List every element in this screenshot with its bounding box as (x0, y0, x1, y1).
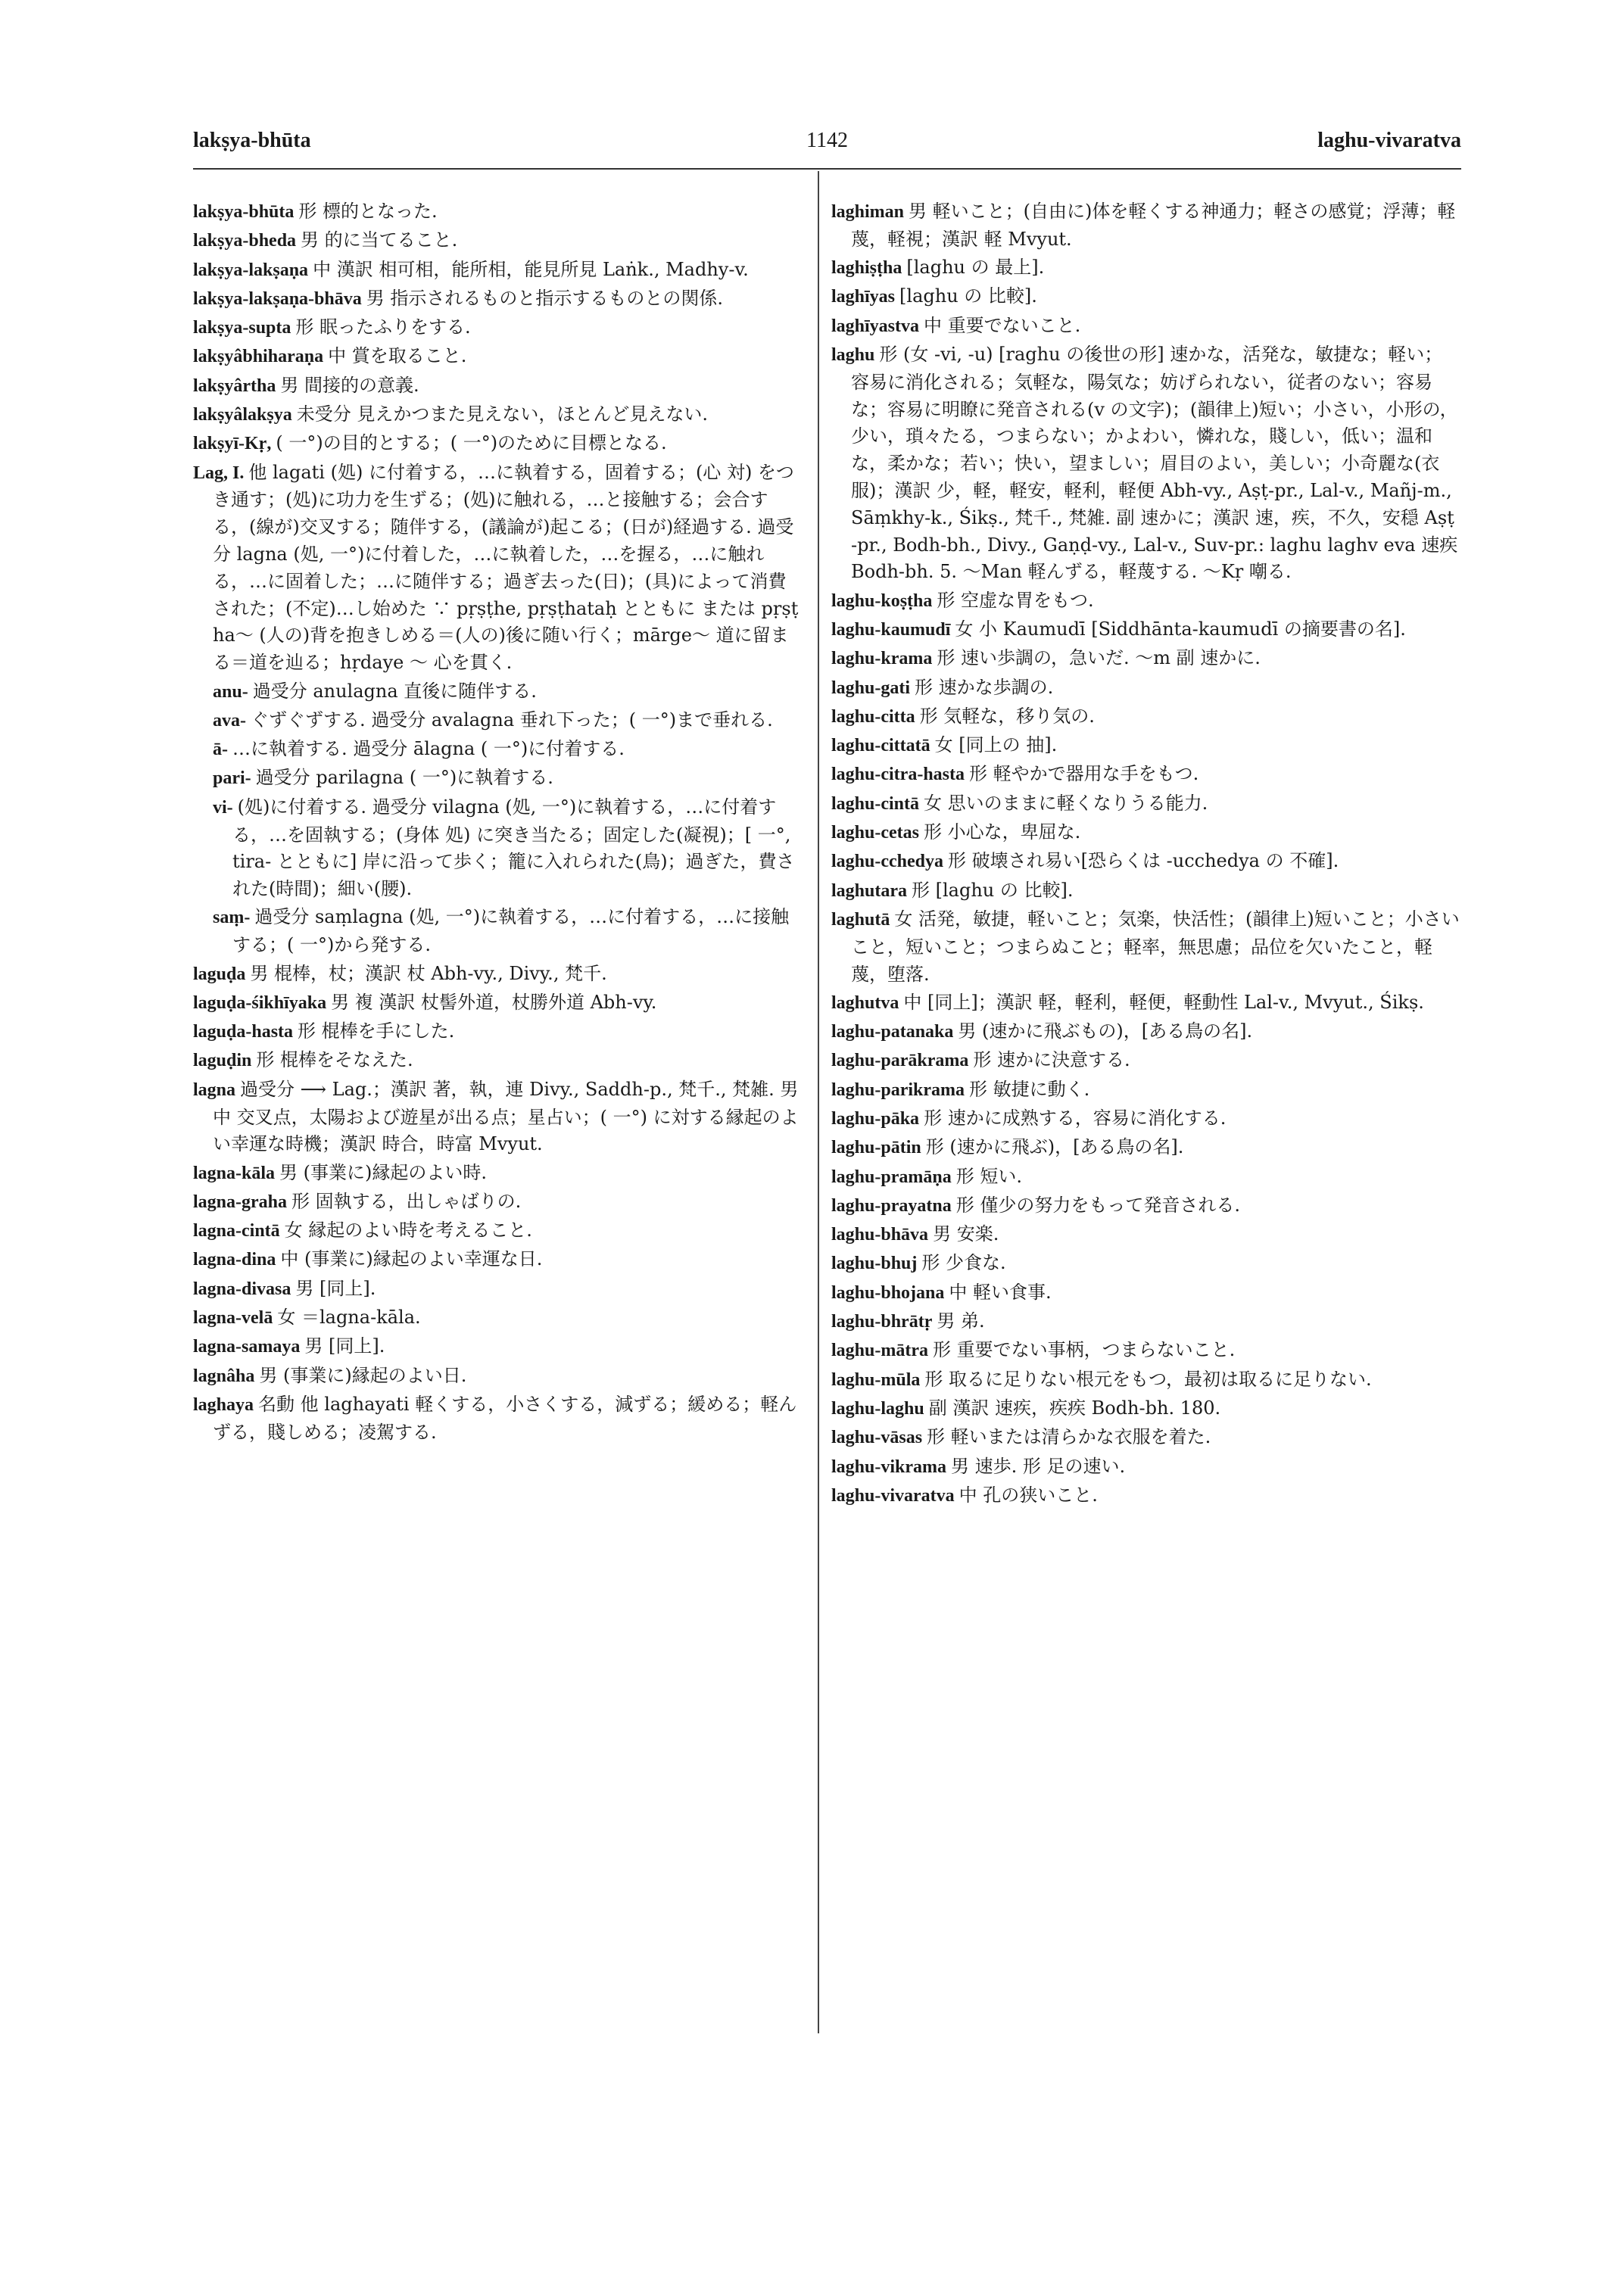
definition: 形 棍棒をそなえた. (256, 1049, 413, 1071)
definition: [laghu の 最上]. (906, 257, 1045, 279)
dictionary-entry (831, 1366, 1460, 1394)
dictionary-entry (831, 1018, 1460, 1046)
dictionary-entry (831, 675, 1460, 703)
headword: laghu-vivaratva (831, 1485, 955, 1506)
definition: 女 [同上の 抽]. (934, 734, 1058, 756)
headword: lagna-cintā (193, 1221, 280, 1242)
dictionary-entry (193, 314, 803, 342)
dictionary-entry (831, 848, 1460, 876)
headword: laghu-parikrama (831, 1080, 965, 1100)
dictionary-entry (193, 430, 803, 458)
page-header (193, 129, 1461, 167)
definition: 男 (事業に)縁起のよい時. (279, 1161, 488, 1183)
dictionary-entry (193, 343, 803, 371)
dictionary-entry (831, 761, 1460, 789)
definition: 形 標的となった. (298, 201, 438, 222)
definition: 女 ＝lagna-kāla. (277, 1307, 421, 1329)
headword: laghu-mūla (831, 1369, 921, 1390)
dictionary-entry (193, 1160, 803, 1188)
headword: lakṣya-lakṣaṇa (193, 260, 309, 280)
dictionary-entry (831, 906, 1460, 988)
definition: 男 [同上]. (304, 1335, 385, 1357)
definition: 男 (事業に)縁起のよい日. (259, 1364, 467, 1386)
dictionary-entry (831, 313, 1460, 341)
sub-entry (193, 765, 803, 793)
definition: 男 速歩. 形 足の速い. (951, 1455, 1126, 1477)
headword: laghu-mātra (831, 1341, 928, 1361)
definition: 女 縁起のよい時を考えること. (284, 1220, 532, 1242)
dictionary-entry (831, 1424, 1460, 1452)
dictionary-entry (193, 1076, 803, 1158)
dictionary-entry (831, 341, 1460, 586)
definition: 中 軽い食事. (949, 1281, 1052, 1303)
dictionary-entry (193, 989, 803, 1017)
headword: lagna-samaya (193, 1337, 301, 1357)
definition: 中 (事業に)縁起のよい幸運な日. (280, 1248, 543, 1270)
dictionary-entry (193, 1018, 803, 1046)
headword: laghu-cintā (831, 793, 920, 814)
dictionary-entry (831, 1482, 1460, 1510)
headword: laghu-pāka (831, 1109, 920, 1129)
definition: 形 僅少の努力をもって発音される. (955, 1194, 1240, 1216)
sub-entry (193, 904, 803, 959)
headword: laghu-bhrātṛ (831, 1312, 933, 1332)
definition: 他 lagati (処) に付着する，…に執着する，固着する；(心 対) をつき通す；(処)に功力を生ずる；(処)に触れる，…と接触する；会合する，(線が)交叉する；随伴する，(議論が)起こる；(日が)経過する. 過受分 lagna (処, 一°)に付着した，…に執着した，…を握る，…に触れる，…に固着した；…に随伴する；過ぎ去った(日)；(具)によって消費された；(不定)…し始めた ∵ pṛṣṭhe, pṛṣṭhataḥ とともに または pṛṣṭha～ (人の)背を抱きしめる＝(人の)後に随い行く；mārge～ 道に留まる＝道を辿る；hṛdaye ～ 心を貫く. (213, 461, 799, 674)
definition: 過受分 anulagna 直後に随伴する. (252, 680, 537, 702)
definition: 中 漢訳 相可相，能所相，能見所見 Laṅk., Madhy-v. (313, 258, 749, 280)
definition: 形 眠ったふりをする. (295, 316, 471, 338)
definition: 過受分 ⟶ Lag.；漢訳 著，執，連 Divy., Saddh-p., 梵千., 梵雑. 男 中 交叉点，太陽および遊星が出る点；星占い；( 一°) に対する縁起のよい幸運な時機；漢訳 時合，時富 Mvyut. (213, 1078, 799, 1155)
definition: 女 小 Kaumudī [Siddhānta-kaumudī の摘要書の名]. (955, 618, 1406, 640)
dictionary-entry (831, 1047, 1460, 1075)
headword: laghu-kaumudī (831, 619, 951, 640)
dictionary-entry (831, 1279, 1460, 1307)
definition: 中 孔の狭いこと. (959, 1484, 1098, 1506)
definition: 過受分 saṃlagna (処, 一°)に執着する，…に付着する，…に接触する；( 一°)から発する. (232, 906, 790, 956)
definition: 形 速かに成熟する，容易に消化する. (924, 1108, 1227, 1129)
dictionary-entry (831, 645, 1460, 673)
headword: laghu-krama (831, 649, 933, 669)
dictionary-entry (831, 989, 1460, 1017)
definition: 形 重要でない事柄，つまらないこと. (933, 1339, 1236, 1361)
headword: laguḍa-hasta (193, 1022, 294, 1042)
headword: Lag, I. (193, 463, 245, 483)
dictionary-entry (193, 961, 803, 989)
dictionary-entry (193, 372, 803, 400)
definition: 副 漢訳 速疾，疾疾 Bodh-bh. 180. (928, 1397, 1221, 1419)
headword: pari- (213, 768, 251, 789)
definition: 形 軽やかで器用な手をもつ. (969, 763, 1199, 785)
dictionary-entry (831, 1192, 1460, 1220)
dictionary-entry (193, 1304, 803, 1332)
headword: laguḍa-śikhīyaka (193, 992, 327, 1013)
dictionary-entry (193, 1333, 803, 1361)
definition: …に執着する. 過受分 ālagna ( 一°)に付着する. (232, 738, 625, 760)
definition: 男 的に当てること. (301, 229, 458, 251)
headword: laguḍa (193, 964, 246, 984)
definition: 過受分 parilagna ( 一°)に執着する. (255, 767, 553, 789)
headword: laghu-cittatā (831, 736, 930, 756)
dictionary-entry (831, 283, 1460, 311)
definition: 男 弟. (937, 1310, 985, 1332)
headword: laghu-citta (831, 706, 915, 727)
dictionary-entry (831, 1308, 1460, 1336)
definition: 形 [laghu の 比較]. (912, 879, 1074, 901)
headword: laghu-cetas (831, 823, 919, 843)
dictionary-entry (831, 616, 1460, 644)
definition: 形 短い. (955, 1165, 1022, 1187)
definition: 男 複 漢訳 杖髻外道，杖勝外道 Abh-vy. (331, 991, 657, 1013)
headword: lagna-velā (193, 1308, 273, 1329)
dictionary-entry (193, 227, 803, 255)
definition: 形 敏捷に動く. (969, 1078, 1090, 1100)
definition: 形 速かに決意する. (973, 1049, 1130, 1071)
definition: 形 取るに足りない根元をもつ，最初は取るに足りない. (924, 1368, 1372, 1390)
headword: laghaya (193, 1394, 254, 1415)
definition: 形 少食な. (921, 1252, 1006, 1274)
dictionary-entry (193, 1246, 803, 1274)
headword: laghu-bhojana (831, 1282, 945, 1303)
dictionary-entry (831, 703, 1460, 731)
headword: laghu (831, 344, 875, 365)
dictionary-entry (831, 877, 1460, 905)
definition: 形 軽いまたは清らかな衣服を着た. (927, 1426, 1211, 1448)
dictionary-entry (831, 198, 1460, 254)
headword: laguḍin (193, 1051, 252, 1071)
dictionary-entry (831, 1134, 1460, 1162)
headword: lakṣyâbhiharaṇa (193, 347, 324, 367)
dictionary-entry (193, 1276, 803, 1304)
running-head-right: laghu-vivaratva (1317, 129, 1461, 152)
headword: laghiman (831, 202, 905, 222)
dictionary-entry (831, 1250, 1460, 1278)
definition: 形 気軽な，移り気の. (919, 705, 1095, 727)
sub-entry (193, 736, 803, 764)
definition: 中 賞を取ること. (328, 345, 467, 367)
dictionary-entry (193, 401, 803, 429)
dictionary-entry (193, 257, 803, 285)
headword: laghutva (831, 992, 899, 1013)
headword: laghutā (831, 909, 890, 930)
headword: saṃ- (213, 908, 251, 928)
dictionary-entry (831, 1453, 1460, 1481)
definition: 男 軽いこと；(自由に)体を軽くする神通力；軽さの感覚；浮薄；軽蔑，軽視；漢訳 軽 Mvyut. (851, 201, 1456, 250)
headword: lakṣya-bheda (193, 231, 297, 251)
dictionary-entry (831, 1395, 1460, 1423)
headword: lakṣyârtha (193, 375, 276, 396)
headword: laghu-parākrama (831, 1051, 969, 1071)
dictionary-entry (193, 1047, 803, 1075)
definition: 形 棍棒を手にした. (298, 1020, 455, 1042)
headword: laghu-koṣṭha (831, 590, 933, 611)
headword: laghu-pātin (831, 1138, 921, 1158)
headword: lagna-graha (193, 1192, 288, 1212)
headword: lakṣya-bhūta (193, 202, 295, 222)
headword: laghu-gati (831, 678, 911, 698)
right-column (831, 198, 1460, 1511)
headword: lagna-dina (193, 1250, 276, 1270)
headword: lakṣya-supta (193, 318, 291, 338)
headword: lagna (193, 1080, 236, 1100)
headword: laghīyastva (831, 316, 920, 336)
definition: 未受分 見えかつまた見えない，ほとんど見えない. (296, 403, 708, 425)
dictionary-entry (193, 1363, 803, 1391)
definition: 形 (速かに飛ぶ)，[ある鳥の名]. (925, 1136, 1184, 1158)
dictionary-entry (831, 819, 1460, 847)
headword: laghu-citra-hasta (831, 765, 965, 785)
sub-entry (193, 678, 803, 706)
headword: lakṣyī-Kṛ, (193, 434, 272, 454)
definition: 中 重要でないこと. (924, 314, 1081, 336)
definition: 男 [同上]. (295, 1277, 376, 1299)
definition: ぐずぐずする. 過受分 avalagna 垂れ下った；( 一°)まで垂れる. (251, 709, 773, 731)
left-column (193, 198, 803, 1447)
definition: 形 速かな歩調の. (915, 676, 1054, 698)
definition: 男 指示されるものと指示するものとの関係. (366, 287, 724, 309)
dictionary-entry (193, 198, 803, 226)
headword: lagna-divasa (193, 1279, 291, 1299)
definition: 男 間接的の意義. (280, 374, 419, 396)
column-divider (818, 171, 819, 2033)
definition: (処)に付着する. 過受分 vilagna (処, 一°)に執着する，…に付着する，…を固執する；(身体 処) に突き当たる；固定した(凝視)；[ 一°, tira- とともに] 岸に沿って歩く；籠に入れられた(鳥)；過ぎた，費された(時間)；細い(腰). (232, 796, 795, 900)
headword: lagnâha (193, 1366, 255, 1386)
dictionary-entry (831, 1221, 1460, 1249)
definition: ( 一°)の目的とする；( 一°)のために目標となる. (276, 432, 667, 454)
dictionary-entry (831, 790, 1460, 818)
headword: ā- (213, 740, 228, 760)
dictionary-entry (831, 1076, 1460, 1104)
page-number: 1142 (806, 129, 848, 152)
dictionary-entry (831, 587, 1460, 615)
definition: 中 [同上]；漢訳 軽，軽利，軽便，軽動性 Lal-v., Mvyut., Śikṣ. (903, 991, 1424, 1013)
headword: vi- (213, 797, 233, 818)
running-head-left: lakṣya-bhūta (193, 129, 311, 152)
definition: 男 安楽. (933, 1223, 999, 1245)
headword: laghu-laghu (831, 1398, 924, 1419)
dictionary-entry (193, 285, 803, 313)
headword: laghu-vikrama (831, 1456, 947, 1477)
headword: lakṣya-lakṣaṇa-bhāva (193, 288, 362, 309)
definition: 女 活発，敏捷，軽いこと；気楽，快活性；(韻律上)短いこと；小さいこと，短いこと；つまらぬこと；軽率，無思慮；品位を欠いたこと，軽蔑，堕落. (851, 908, 1460, 985)
headword: laghutara (831, 880, 908, 901)
sub-entry (193, 707, 803, 735)
headword: laghīyas (831, 287, 896, 307)
headword: ava- (213, 710, 246, 731)
headword: lagna-kāla (193, 1163, 276, 1183)
definition: 形 (女 -vi, -u) [raghu の後世の形] 速かな，活発な，敏捷な；軽い；容易に消化される；気軽な，陽気な；妨げられない，従者のない；容易な；容易に明瞭に発音される(v の文字)；(韻律上)短い；小さい，小形の，少い，瑣々たる，つまらない；かよわい，憐れな，賤しい，低い；温和な，柔かな；若い；快い，望ましい；眉目のよい，美しい；小奇麗な(衣服)；漢訳 少，軽，軽安，軽利，軽便 Abh-vy., Aṣṭ-pr., Lal-v., Mañj-m., Sāṃkhy-k., Śikṣ., 梵千., 梵雑. 副 速かに；漢訳 速，疾，不久，安穏 Aṣṭ-pr., Bodh-bh., Divy., Gaṇḍ-vy., Lal-v., Suv-pr.: laghu laghv eva 速疾 Bodh-bh. 5. ～Man 軽んずる，軽蔑する. ～Kṛ 嘲る. (851, 343, 1458, 583)
headword: laghu-pramāṇa (831, 1167, 952, 1187)
definition: 形 速い歩調の，急いだ. ～m 副 速かに. (937, 647, 1261, 669)
definition: 女 思いのままに軽くなりうる能力. (924, 792, 1208, 814)
definition: 男 (速かに飛ぶもの)，[ある鳥の名]. (958, 1020, 1253, 1042)
definition: [laghu の 比較]. (899, 285, 1037, 307)
headword: anu- (213, 681, 248, 702)
header-rule (193, 168, 1461, 170)
dictionary-entry (193, 460, 803, 677)
dictionary-entry (193, 1189, 803, 1217)
dictionary-entry (831, 1164, 1460, 1192)
dictionary-entry (831, 732, 1460, 760)
dictionary-entry (193, 1391, 803, 1447)
headword: laghu-cchedya (831, 852, 944, 872)
definition: 名動 他 laghayati 軽くする，小さくする，減ずる；緩める；軽んずる，賤しめる；凌駕する. (213, 1393, 797, 1443)
definition: 男 棍棒，杖；漢訳 杖 Abh-vy., Divy., 梵千. (250, 962, 607, 984)
headword: laghu-patanaka (831, 1022, 954, 1042)
dictionary-entry (193, 1217, 803, 1245)
sub-entry (193, 794, 803, 903)
definition: 形 破壊され易い[恐らくは -ucchedya の 不確]. (948, 850, 1339, 872)
headword: laghu-prayatna (831, 1195, 952, 1216)
headword: laghu-bhuj (831, 1254, 918, 1274)
dictionary-entry (831, 1105, 1460, 1133)
headword: lakṣyâlakṣya (193, 405, 292, 425)
definition: 形 空虚な胃をもつ. (937, 589, 1094, 611)
dictionary-entry (831, 1337, 1460, 1365)
dictionary-entry (831, 254, 1460, 282)
definition: 形 小心な，卑屈な. (924, 821, 1081, 843)
headword: laghiṣṭha (831, 258, 902, 279)
headword: laghu-bhāva (831, 1225, 929, 1245)
definition: 形 固執する，出しゃばりの. (291, 1190, 522, 1212)
headword: laghu-vāsas (831, 1428, 923, 1448)
